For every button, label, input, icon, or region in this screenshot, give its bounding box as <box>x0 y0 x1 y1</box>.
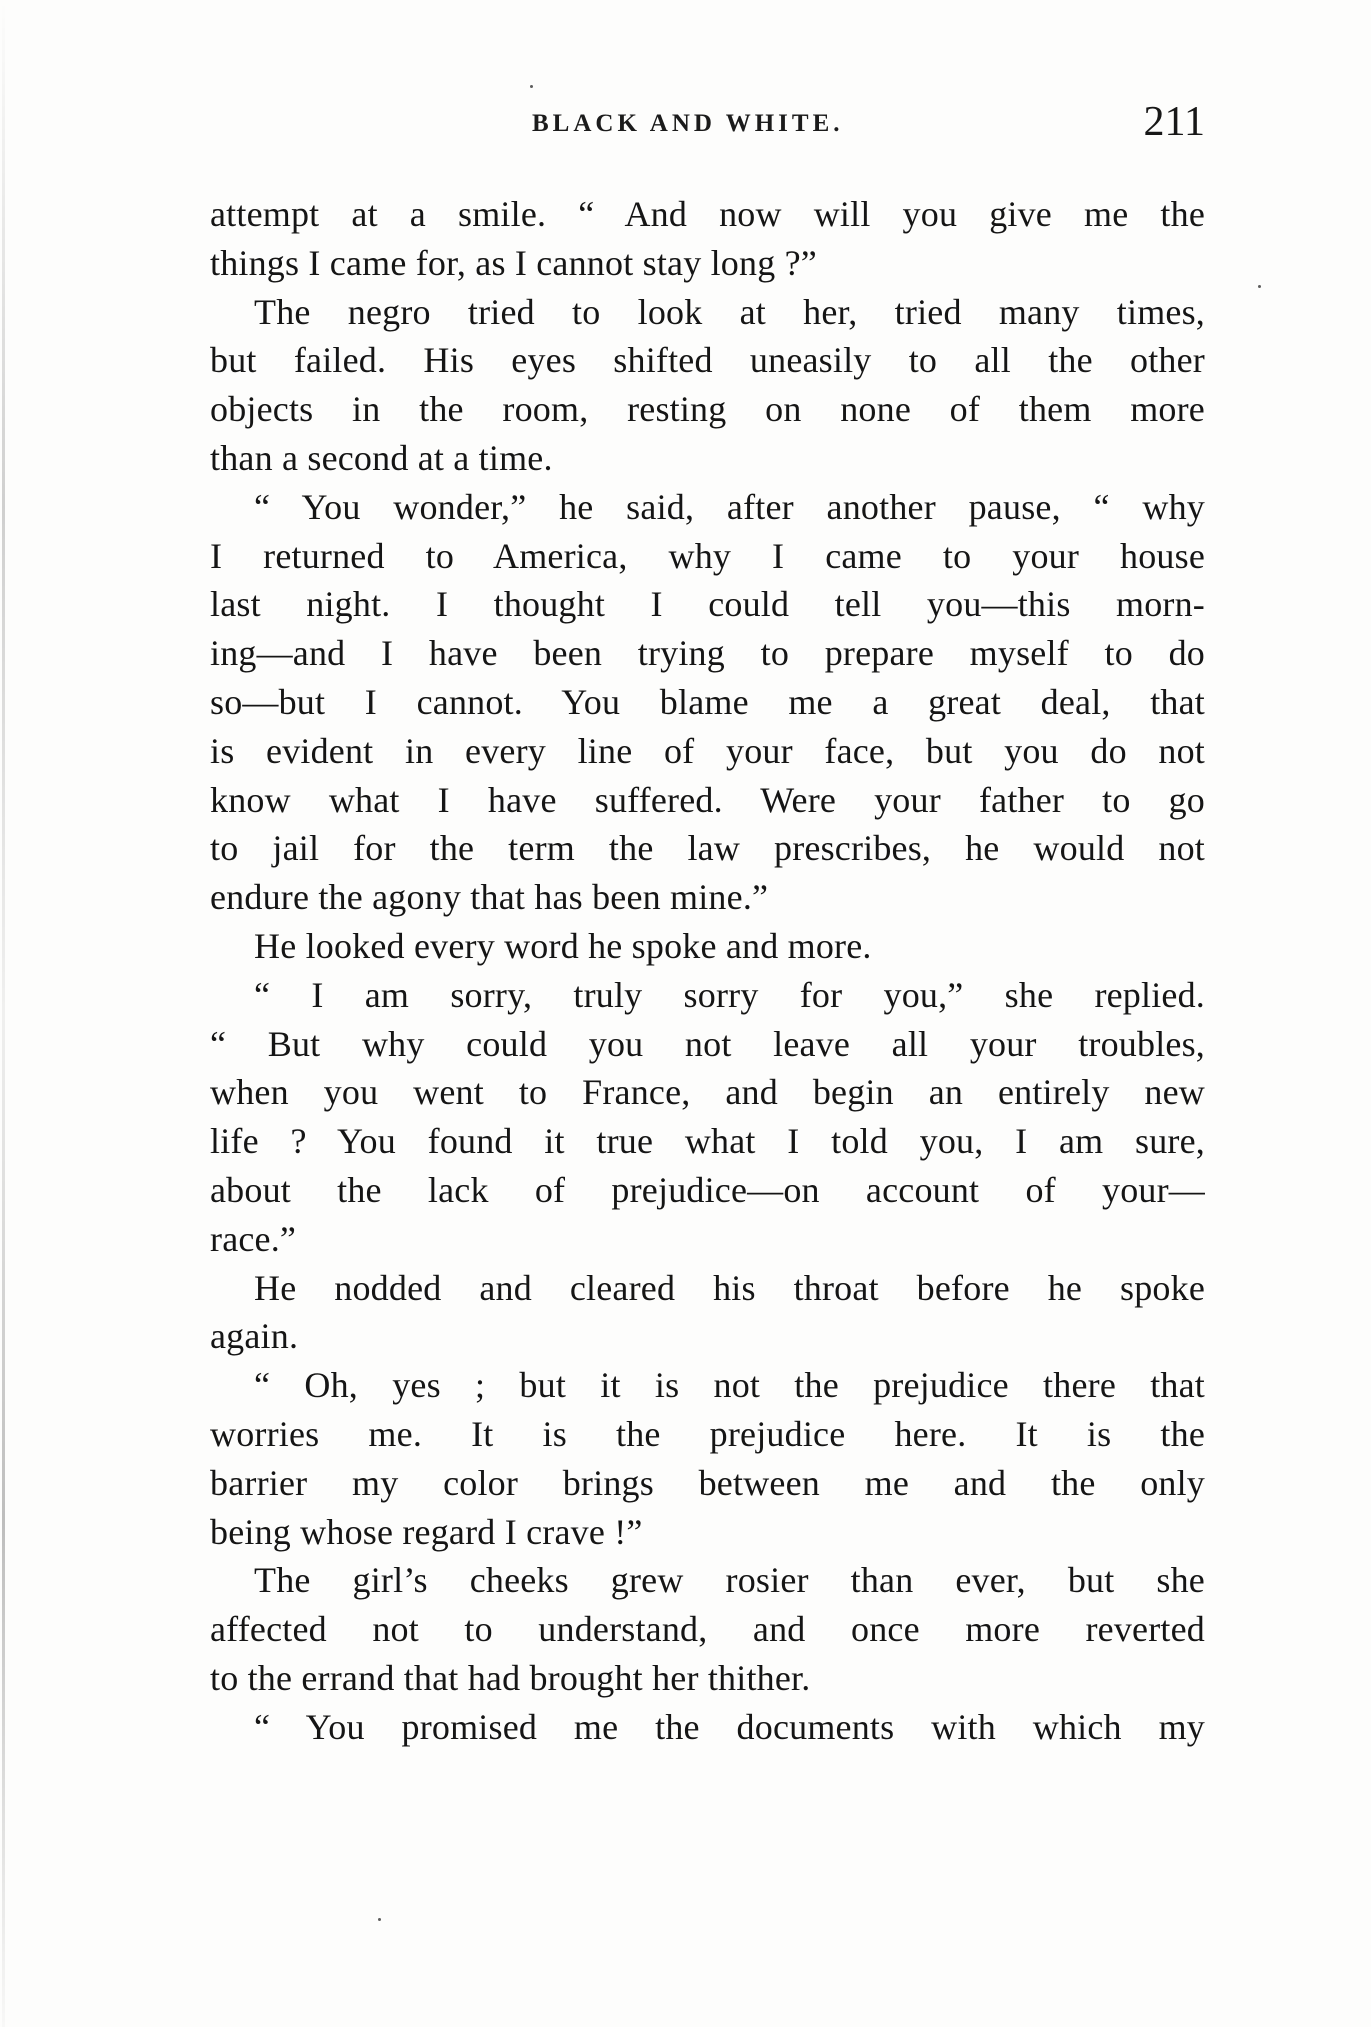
text-line: life ? You found it true what I told you, I am sure, <box>210 1121 1205 1162</box>
paper-speck <box>1258 285 1261 288</box>
text-line: “ But why could you not leave all your troubles, <box>210 1023 1205 1064</box>
page-edge-shadow <box>2 0 5 2027</box>
text-line: to jail for the term the law prescribes, he would not <box>210 828 1205 869</box>
text-line: but failed. His eyes shifted uneasily to all the other <box>210 340 1205 381</box>
text-line: than a second at a time. <box>210 437 553 478</box>
text-line: The girl’s cheeks grew rosier than ever, but she <box>254 1560 1205 1601</box>
text-line: “ I am sorry, truly sorry for you,” she replied. <box>254 974 1205 1015</box>
text-line: about the lack of prejudice—on account of your— <box>210 1169 1205 1210</box>
page-number: 211 <box>1143 99 1205 145</box>
text-line: so—but I cannot. You blame me a great deal, that <box>210 681 1205 722</box>
text-line: He looked every word he spoke and more. <box>254 925 872 966</box>
text-line: to the errand that had brought her thither. <box>210 1657 811 1698</box>
paper-speck <box>378 1918 381 1921</box>
paper-speck <box>530 85 533 88</box>
text-line: worries me. It is the prejudice here. It is the <box>210 1413 1205 1454</box>
text-line: last night. I thought I could tell you—this morn- <box>210 584 1205 625</box>
body-text <box>210 190 1205 1752</box>
text-line: I returned to America, why I came to your house <box>210 535 1205 576</box>
text-line: things I came for, as I cannot stay long ?” <box>210 242 817 283</box>
text-line: know what I have suffered. Were your father to go <box>210 779 1205 820</box>
text-line: ing—and I have been trying to prepare myself to do <box>210 633 1205 674</box>
text-line: objects in the room, resting on none of them more <box>210 389 1205 430</box>
text-line: affected not to understand, and once more reverted <box>210 1609 1205 1650</box>
text-line: The negro tried to look at her, tried many times, <box>254 291 1205 332</box>
text-line: “ You promised me the documents with which my <box>254 1706 1205 1747</box>
running-head: BLACK AND WHITE. <box>532 110 844 137</box>
text-line: being whose regard I crave !” <box>210 1511 643 1552</box>
text-line: race.” <box>210 1218 297 1259</box>
text-line: is evident in every line of your face, but you do not <box>210 730 1205 771</box>
text-line: He nodded and cleared his throat before he spoke <box>254 1267 1205 1308</box>
text-line: barrier my color brings between me and the only <box>210 1462 1205 1503</box>
text-line: endure the agony that has been mine.” <box>210 877 769 918</box>
text-line: “ Oh, yes ; but it is not the prejudice there that <box>254 1365 1205 1406</box>
text-line: again. <box>210 1316 299 1357</box>
text-line: when you went to France, and begin an entirely new <box>210 1072 1205 1113</box>
text-line: attempt at a smile. “ And now will you give me the <box>210 194 1205 234</box>
text-line: “ You wonder,” he said, after another pause, “ why <box>254 486 1205 527</box>
page-header <box>210 98 1205 154</box>
